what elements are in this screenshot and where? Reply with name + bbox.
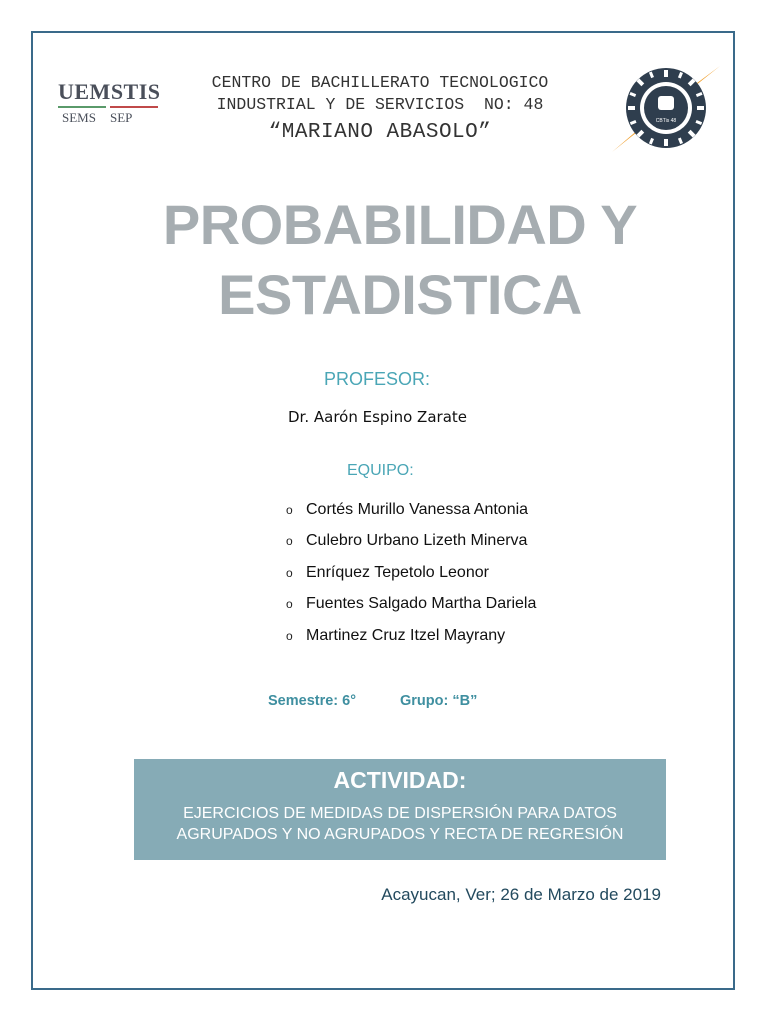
place-date: Acayucan, Ver; 26 de Marzo de 2019 (381, 885, 661, 904)
team-member: Fuentes Salgado Martha Dariela (306, 595, 537, 613)
activity-description (134, 803, 666, 845)
team-label: EQUIPO: (347, 462, 414, 479)
bullet-icon: o (286, 565, 293, 580)
uemstis-logo (58, 80, 166, 126)
logo-sems: SEMS (62, 110, 96, 125)
list-item (286, 526, 536, 558)
logo-rule (58, 106, 166, 108)
school-name-line1: CENTRO DE BACHILLERATO TECNOLOGICO (211, 73, 549, 92)
team-member: Martinez Cruz Itzel Mayrany (306, 626, 506, 644)
activity-desc-line1: EJERCICIOS DE MEDIDAS DE DISPERSIÓN PARA DATOS (183, 805, 617, 822)
title-line2: ESTADISTICA (218, 263, 582, 326)
seal-text: CBTis 48 (655, 118, 677, 124)
team-member: Enríquez Tepetolo Leonor (306, 563, 489, 581)
document-title (100, 190, 700, 330)
school-header (170, 72, 590, 148)
semester-group-row (268, 693, 477, 709)
professor-name: Dr. Aarón Espino Zarate (288, 408, 467, 426)
team-member: Cortés Murillo Vanessa Antonia (306, 500, 529, 518)
team-member: Culebro Urbano Lizeth Minerva (306, 532, 528, 550)
bullet-icon: o (286, 534, 293, 549)
group-text: Grupo: “B” (400, 693, 478, 709)
activity-desc-line2: AGRUPADOS Y NO AGRUPADOS Y RECTA DE REGRESIÓN (176, 826, 624, 843)
seal-emblem (658, 96, 674, 110)
bullet-icon: o (286, 502, 293, 517)
school-name-line2: INDUSTRIAL Y DE SERVICIOS NO: 48 (216, 95, 544, 114)
team-list (286, 494, 536, 652)
bullet-icon: o (286, 597, 293, 612)
logo-subtext (58, 110, 166, 126)
activity-title: ACTIVIDAD: (333, 767, 467, 793)
logo-sep: SEP (109, 110, 133, 125)
bullet-icon: o (286, 628, 293, 643)
school-name-line3: “MARIANO ABASOLO” (268, 121, 492, 144)
list-item (286, 620, 536, 652)
list-item (286, 557, 536, 589)
semester-text: Semestre: 6° (268, 693, 357, 709)
cbtis-48-seal-icon (610, 62, 722, 154)
list-item (286, 589, 536, 621)
title-line1: PROBABILIDAD Y (162, 193, 638, 256)
uemstis-logo-text: UEMSTIS (58, 79, 161, 104)
activity-band (134, 759, 666, 860)
professor-label: PROFESOR: (324, 369, 431, 389)
list-item (286, 494, 536, 526)
